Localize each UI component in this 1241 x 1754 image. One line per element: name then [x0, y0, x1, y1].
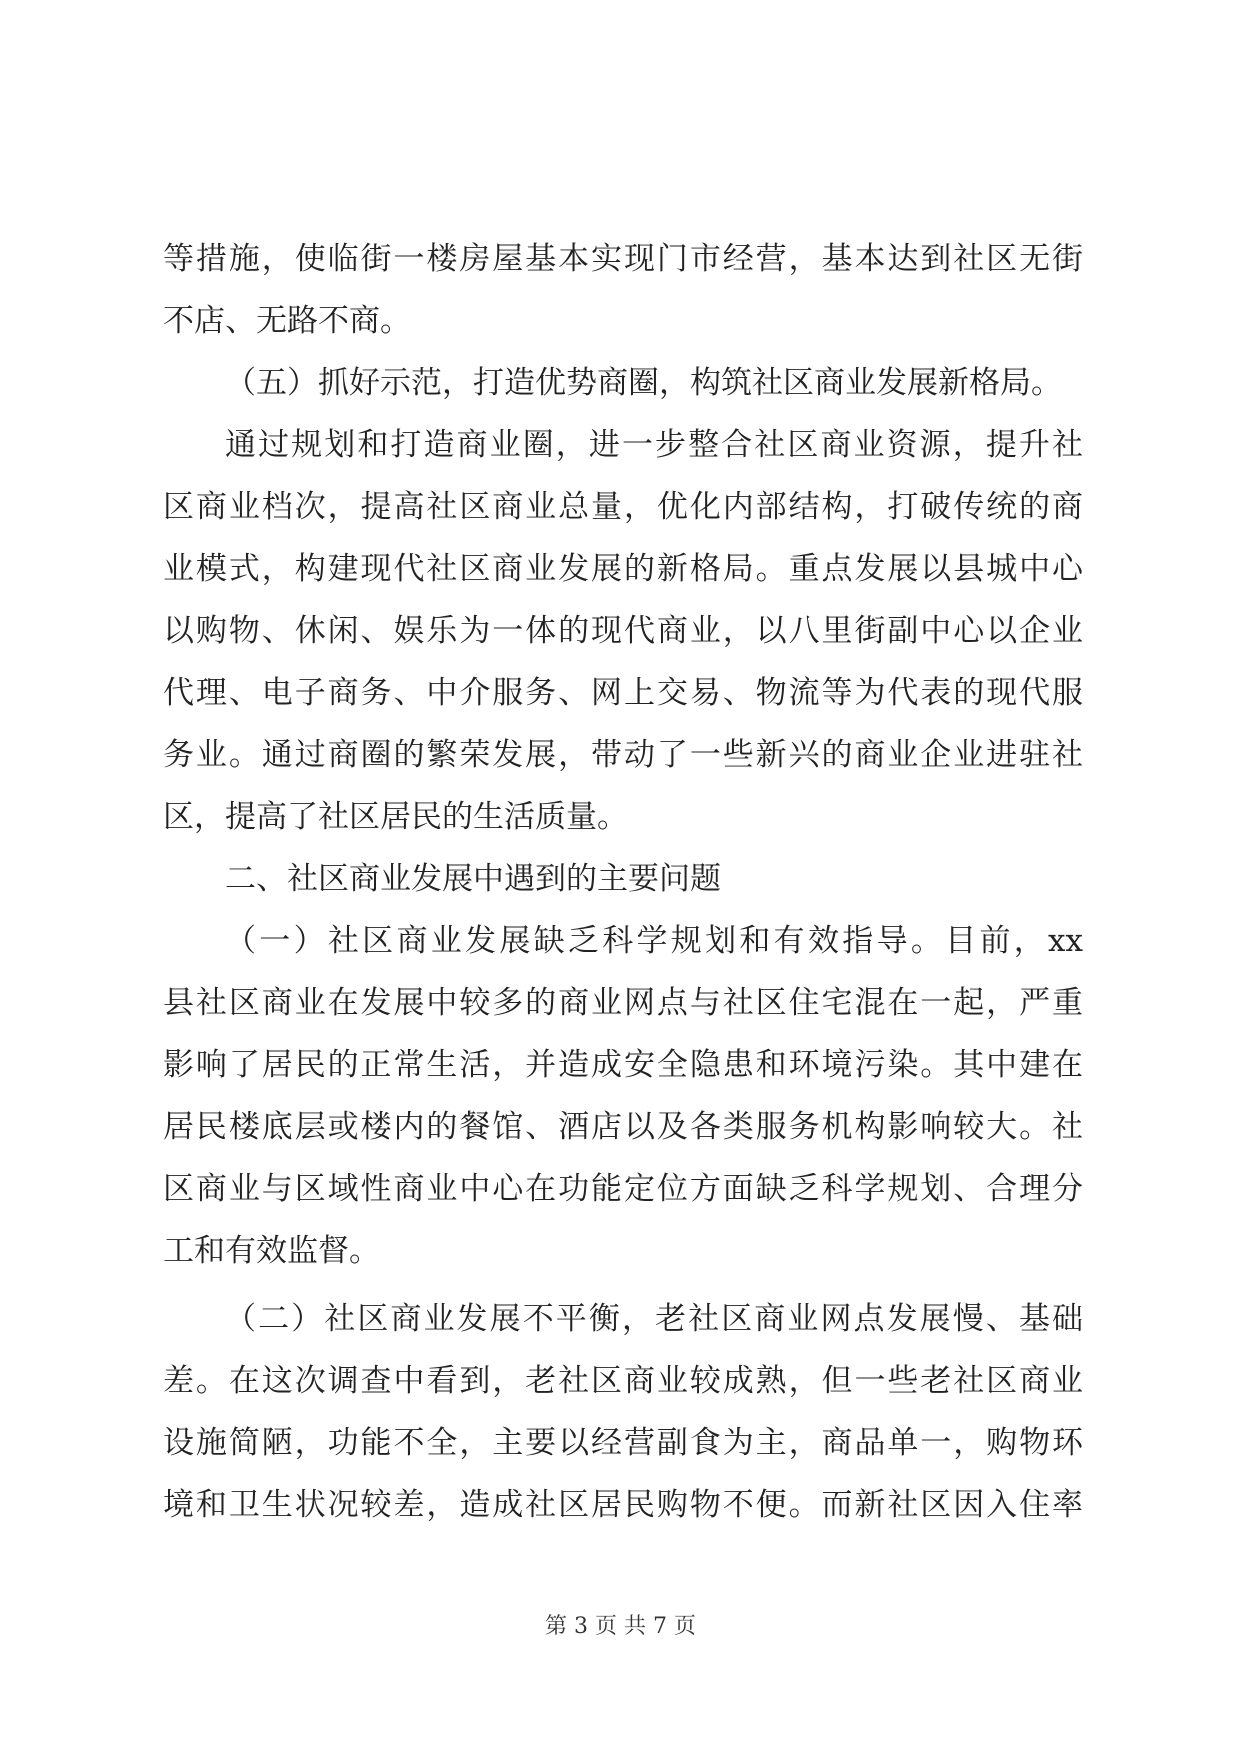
text-line: 境和卫生状况较差，造成社区居民购物不便。而新社区因入住率 — [163, 1487, 1083, 1523]
text-line: 等措施，使临街一楼房屋基本实现门市经营，基本达到社区无街 — [163, 241, 1083, 277]
text-line: 代理、电子商务、中介服务、网上交易、物流等为代表的现代服 — [163, 675, 1083, 711]
text-line: 差。在这次调查中看到，老社区商业较成熟，但一些老社区商业 — [163, 1363, 1083, 1399]
text-line: 县社区商业在发展中较多的商业网点与社区住宅混在一起，严重 — [163, 985, 1083, 1021]
text-line: 工和有效监督。 — [163, 1233, 380, 1269]
paragraph — [163, 228, 1083, 352]
text-line: 二、社区商业发展中遇到的主要问题 — [225, 861, 721, 897]
text-line: （五）抓好示范，打造优势商圈，构筑社区商业发展新格局。 — [225, 365, 1062, 401]
text-line: 区商业档次，提高社区商业总量，优化内部结构，打破传统的商 — [163, 489, 1083, 525]
text-line: 业模式，构建现代社区商业发展的新格局。重点发展以县城中心 — [163, 551, 1083, 587]
section-heading — [163, 352, 1083, 414]
text-line: 区，提高了社区居民的生活质量。 — [163, 799, 628, 835]
text-line: 以购物、休闲、娱乐为一体的现代商业，以八里街副中心以企业 — [163, 613, 1083, 649]
text-line: 居民楼底层或楼内的餐馆、酒店以及各类服务机构影响较大。社 — [163, 1109, 1083, 1145]
text-line: （二）社区商业发展不平衡，老社区商业网点发展慢、基础 — [225, 1301, 1083, 1337]
paragraph — [163, 1288, 1083, 1536]
text-line: 务业。通过商圈的繁荣发展，带动了一些新兴的商业企业进驻社 — [163, 737, 1083, 773]
page-number-footer: 第 3 页 共 7 页 — [545, 1614, 696, 1639]
section-heading — [163, 848, 1083, 910]
text-line: 设施简陋，功能不全，主要以经营副食为主，商品单一，购物环 — [163, 1425, 1083, 1461]
text-line: （一）社区商业发展缺乏科学规划和有效指导。目前，xx — [225, 923, 1083, 959]
text-line: 区商业与区域性商业中心在功能定位方面缺乏科学规划、合理分 — [163, 1171, 1083, 1207]
paragraph — [163, 414, 1083, 848]
text-line: 不店、无路不商。 — [163, 303, 411, 339]
paragraph — [163, 910, 1083, 1282]
text-line: 通过规划和打造商业圈，进一步整合社区商业资源，提升社 — [225, 427, 1083, 463]
text-line: 影响了居民的正常生活，并造成安全隐患和环境污染。其中建在 — [163, 1047, 1083, 1083]
document-body — [163, 228, 1083, 1536]
